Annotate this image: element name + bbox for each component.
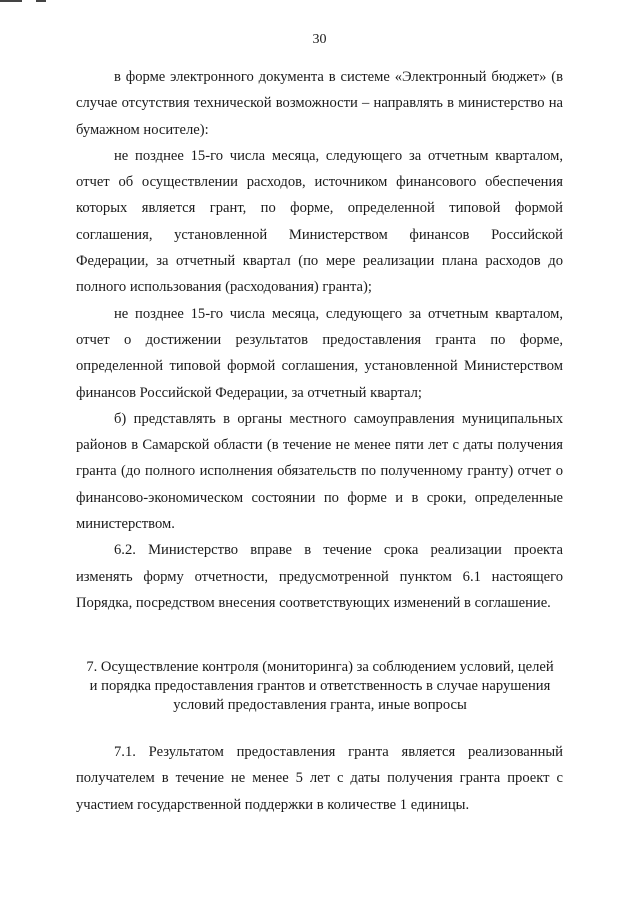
paragraph-1: в форме электронного документа в системе «Электронный бюджет» (в случае отсутствия технической возможности – направлять в министерство на бумажном носителе): xyxy=(76,69,563,138)
scan-mark xyxy=(36,0,46,2)
paragraph-5: 6.2. Министерство вправе в течение срока реализации проекта изменять форму отчетности, предусмотренной пунктом 6.1 настоящего Порядка, посредством внесения соответствующих изменений в соглашение. xyxy=(76,542,563,611)
paragraph-4: б) представлять в органы местного самоуправления муниципальных районов в Самарской области (в течение не менее пяти лет с даты получения гранта (до полного исполнения обязательств по полученному гранту) отчет о финансово-экономическом состоянии по форме и в сроки, определенные министерством. xyxy=(76,410,563,533)
section-paragraph: 7.1. Результатом предоставления гранта является реализованный получателем в течение не менее 5 лет с даты получения гранта проект с участием государственной поддержки в количестве 1 единицы. xyxy=(76,744,563,813)
scan-mark xyxy=(0,0,22,2)
section-heading-line: условий предоставления гранта, иные вопросы xyxy=(173,697,467,713)
section-heading-line: и порядка предоставления грантов и ответственность в случае нарушения xyxy=(89,678,551,694)
section-heading-line: 7. Осуществление контроля (мониторинга) за соблюдением условий, целей xyxy=(86,659,554,675)
section-paragraph-block xyxy=(76,739,563,818)
paragraph-3: не позднее 15-го числа месяца, следующего за отчетным кварталом, отчет о достижении результатов предоставления гранта по форме, определенной типовой формой соглашения, установленной Министерством финансов Российской Федерации, за отчетный квартал; xyxy=(76,305,563,401)
section-heading xyxy=(70,658,570,715)
page-number: 30 xyxy=(312,32,327,47)
paragraph-2: не позднее 15-го числа месяца, следующего за отчетным кварталом, отчет об осуществлении расходов, источником финансового обеспечения которых является грант, по форме, определенной типовой формой соглашения, установленной Министерством финансов Российской Федерации, за отчетный квартал (по мере реализации плана расходов до полного использования (расходования) гранта); xyxy=(76,147,563,296)
paragraphs-block xyxy=(76,64,563,616)
